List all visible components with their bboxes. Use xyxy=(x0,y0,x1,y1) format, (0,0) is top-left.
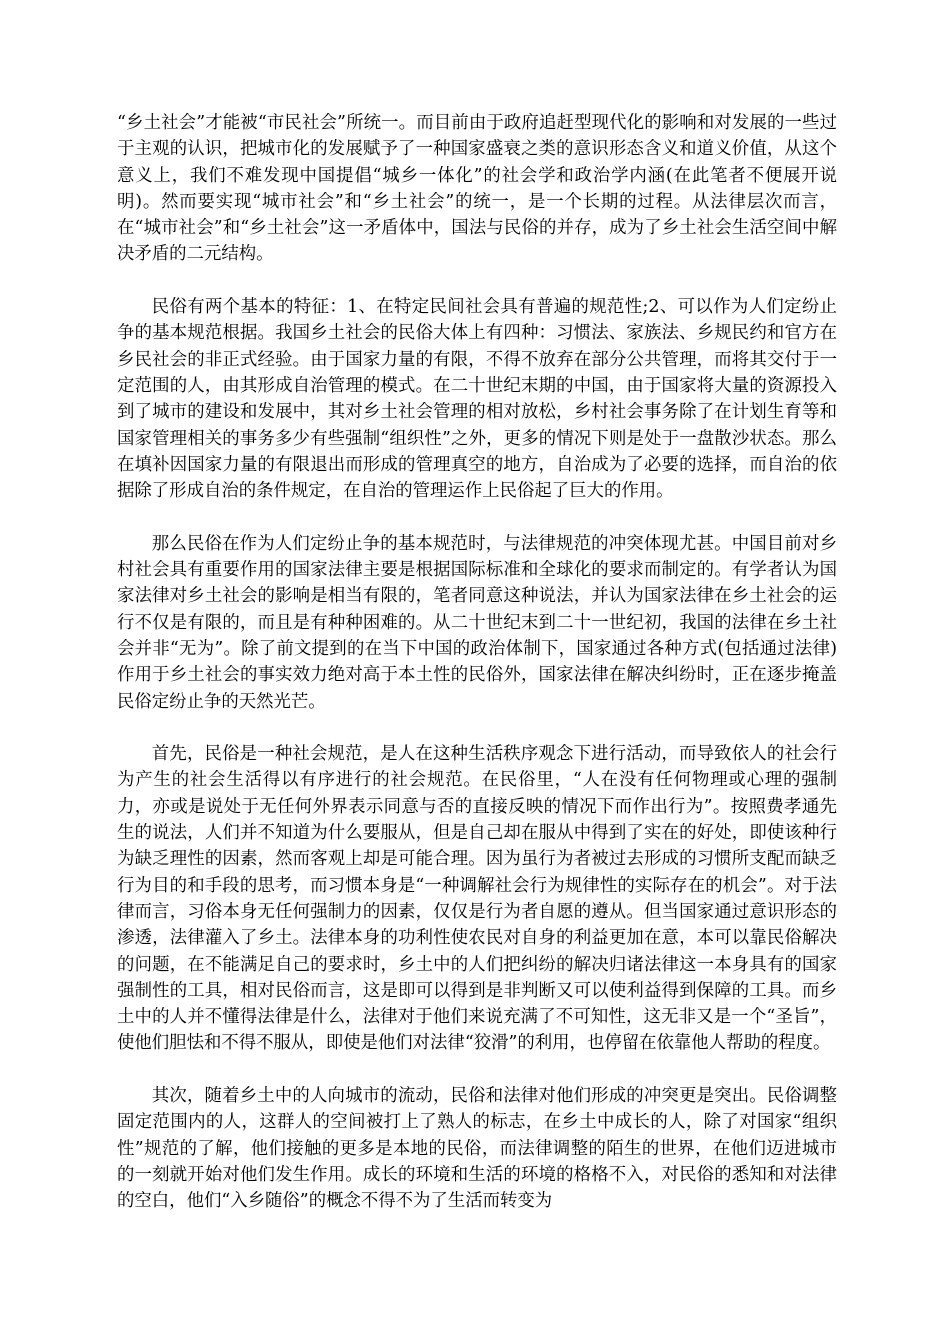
paragraph-firstly: 首先，民俗是一种社会规范，是人在这种生活秩序观念下进行活动，而导致依人的社会行为产生的社会生活得以有序进行的社会规范。在民俗里，“人在没有任何物理或心理的强制力，亦或是说处于无任何外界表示同意与否的直接反映的情况下而作出行为”。按照费孝通先生的说法，人们并不知道为什么要服从，但是自己却在服从中得到了实在的好处，即使该种行为缺乏理性的因素，然而客观上却是可能合理。因为虽行为者被过去形成的习惯所支配而缺乏行为目的和手段的思考，而习惯本身是“一种调解社会行为规律性的实际存在的机会”。对于法律而言，习俗本身无任何强制力的因素，仅仅是行为者自愿的遵从。但当国家通过意识形态的渗透，法律灌入了乡土。法律本身的功利性使农民对自身的利益更加在意，本可以靠民俗解决的问题，在不能满足自己的要求时，乡土中的人们把纠纷的解决归诸法律这一本身具有的国家强制性的工具，相对民俗而言，这是即可以得到是非判断又可以使利益得到保障的工具。而乡土中的人并不懂得法律是什么，法律对于他们来说充满了不可知性，这无非又是一个“圣旨”，使他们胆怯和不得不服从，即使是他们对法律“狡滑”的利用，也停留在依靠他人帮助的程度。 xyxy=(117,744,837,1054)
paragraph-folk-custom-features: 民俗有两个基本的特征：1、在特定民间社会具有普遍的规范性;2、可以作为人们定纷止争的基本规范根据。我国乡土社会的民俗大体上有四种：习惯法、家族法、乡规民约和官方在乡民社会的非正式经验。由于国家力量的有限，不得不放弃在部分公共管理，而将其交付于一定范围的人，由其形成自治管理的模式。在二十世纪末期的中国，由于国家将大量的资源投入到了城市的建设和发展中，其对乡土社会管理的相对放松，乡村社会事务除了在计划生育等和国家管理相关的事务多少有些强制“组织性”之外，更多的情况下则是处于一盘散沙状态。那么在填补因国家力量的有限退出而形成的管理真空的地方，自治成为了必要的选择，而自治的依据除了形成自治的条件规定，在自治的管理运作上民俗起了巨大的作用。 xyxy=(117,297,837,502)
document-body xyxy=(117,110,837,1214)
paragraph-urban-rural-unity: “乡土社会”才能被“市民社会”所统一。而目前由于政府追赶型现代化的影响和对发展的一些过于主观的认识，把城市化的发展赋予了一种国家盛衰之类的意识形态含义和道义价值，从这个意义上，我们不难发现中国提倡“城乡一体化”的社会学和政治学内涵(在此笔者不便展开说明)。然而要实现“城市社会”和“乡土社会”的统一，是一个长期的过程。从法律层次而言，在“城市社会”和“乡土社会”这一矛盾体中，国法与民俗的并存，成为了乡土社会生活空间中解决矛盾的二元结构。 xyxy=(117,113,837,265)
paragraph-secondly: 其次，随着乡土中的人向城市的流动，民俗和法律对他们形成的冲突更是突出。民俗调整固定范围内的人，这群人的空间被打上了熟人的标志，在乡土中成长的人，除了对国家“组织性”规范的了解，他们接触的更多是本地的民俗，而法律调整的陌生的世界，在他们迈进城市的一刻就开始对他们发生作用。成长的环境和生活的环境的格格不入，对民俗的悉知和对法律的空白，他们“入乡随俗”的概念不得不为了生活而转变为 xyxy=(117,1085,837,1212)
paragraph-custom-law-conflict: 那么民俗在作为人们定纷止争的基本规范时，与法律规范的冲突体现尤甚。中国目前对乡村社会具有重要作用的国家法律主要是根据国际标准和全球化的要求而制定的。有学者认为国家法律对乡土社会的影响是相当有限的，笔者同意这种说法，并认为国家法律在乡土社会的运行不仅是有限的，而且是有种种困难的。从二十世纪末到二十一世纪初，我国的法律在乡土社会并非“无为”。除了前文提到的在当下中国的政治体制下，国家通过各种方式(包括通过法律)作用于乡土社会的事实效力绝对高于本土性的民俗外，国家法律在解决纠纷时，正在逐步掩盖民俗定纷止争的天然光芒。 xyxy=(117,533,837,712)
